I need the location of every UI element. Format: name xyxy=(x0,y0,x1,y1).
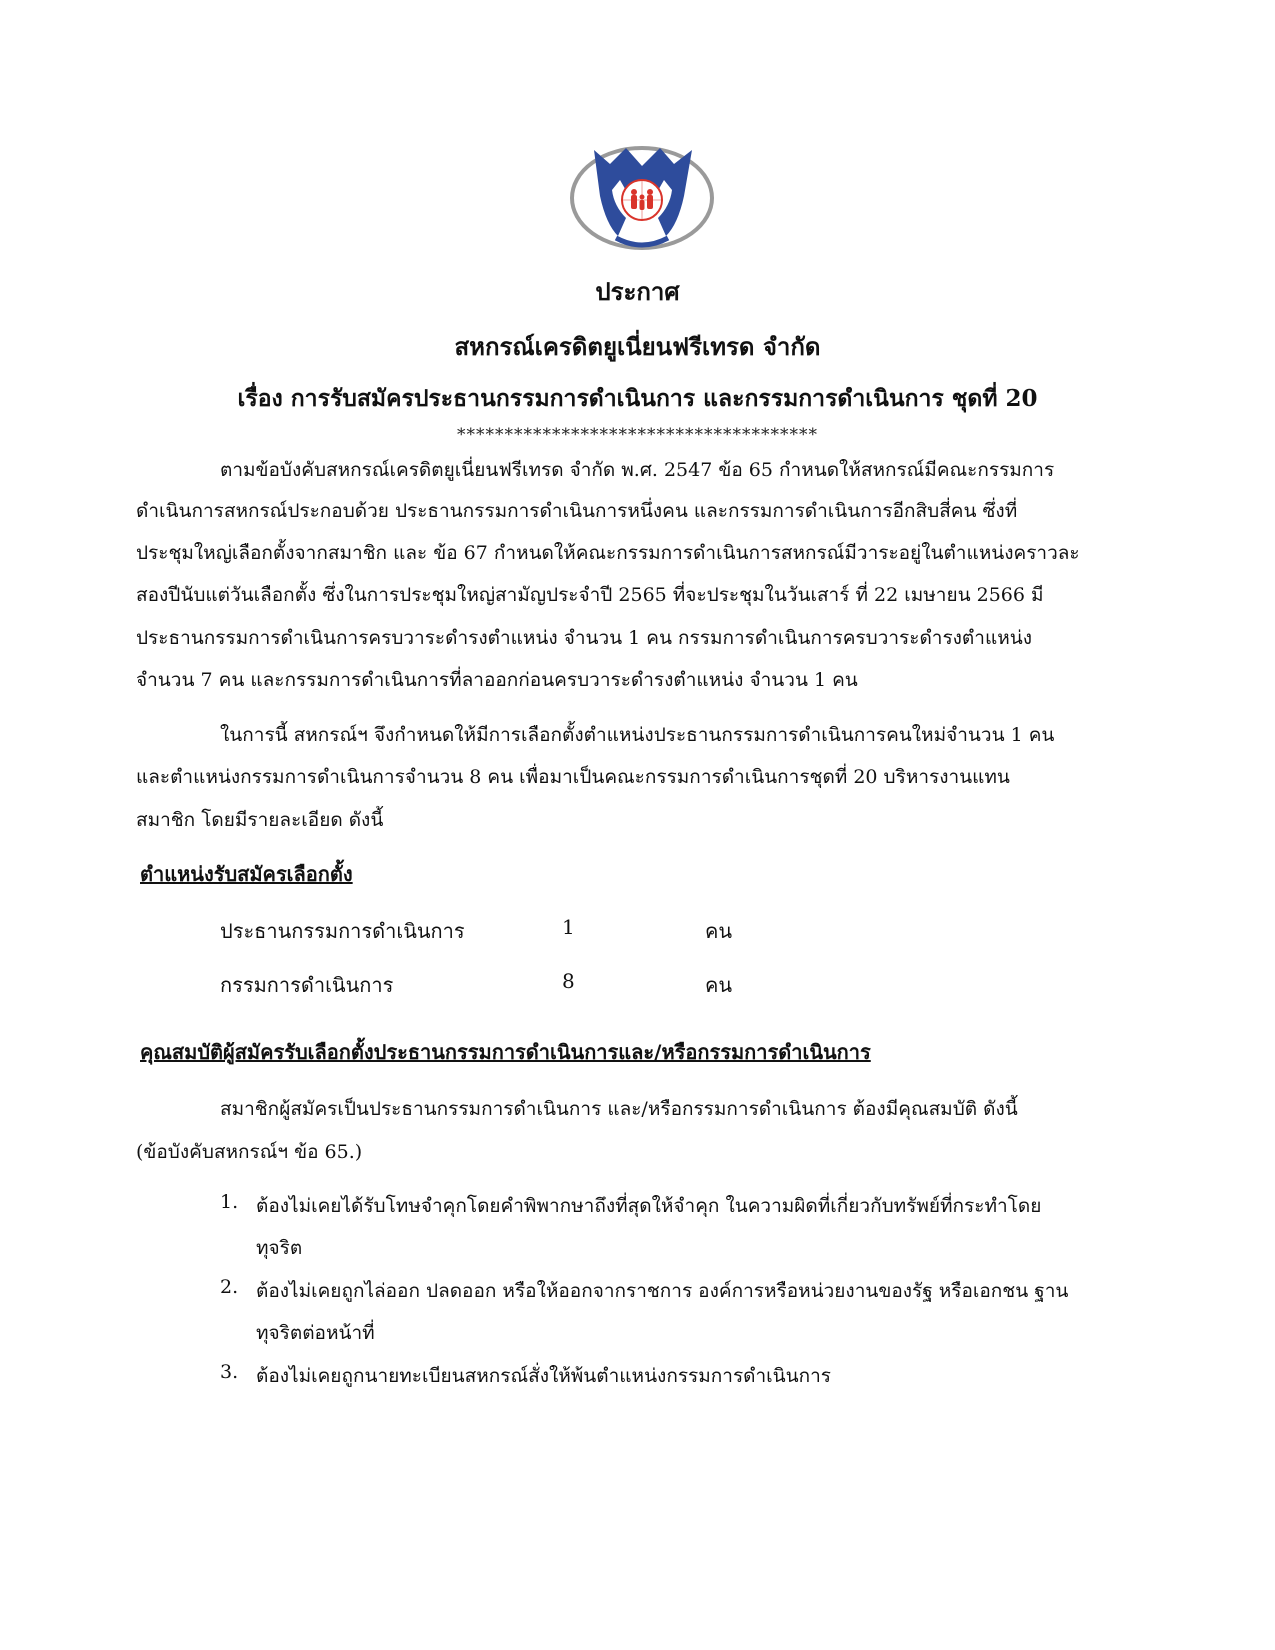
position-count: 1 xyxy=(562,915,575,939)
list-item-text: ทุจริต xyxy=(256,1237,303,1259)
para1-line: จำนวน 7 คน และกรรมการดำเนินการที่ลาออกก่อนครบวาระดำรงตำแหน่ง จำนวน 1 คน xyxy=(136,669,858,691)
separator-line: ************************************** xyxy=(457,425,818,445)
announcement-title: ประกาศ xyxy=(595,277,680,306)
para1-line: ดำเนินการสหกรณ์ประกอบด้วย ประธานกรรมการดำเนินการหนึ่งคน และกรรมการดำเนินการอีกสิบสี่คน ซึ่งที่ xyxy=(136,500,1018,522)
para1-line: ตามข้อบังคับสหกรณ์เครดิตยูเนี่ยนฟรีเทรด จำกัด พ.ศ. 2547 ข้อ 65 กำหนดให้สหกรณ์มีคณะกรรมการ xyxy=(220,459,1055,481)
announcement-subject: เรื่อง การรับสมัครประธานกรรมการดำเนินการ และกรรมการดำเนินการ ชุดที่ 20 xyxy=(237,385,1038,412)
qualifications-intro: สมาชิกผู้สมัครเป็นประธานกรรมการดำเนินการ และ/หรือกรรมการดำเนินการ ต้องมีคุณสมบัติ ดังนี้ xyxy=(220,1098,1018,1120)
para1-line: ประธานกรรมการดำเนินการครบวาระดำรงตำแหน่ง จำนวน 1 คน กรรมการดำเนินการครบวาระดำรงตำแหน่ง xyxy=(136,627,1032,649)
qualifications-heading: คุณสมบัติผู้สมัครรับเลือกตั้งประธานกรรมการดำเนินการและ/หรือกรรมการดำเนินการ xyxy=(140,1040,871,1064)
para2-line: สมาชิก โดยมีรายละเอียด ดังนี้ xyxy=(136,809,384,831)
para2-line: และตำแหน่งกรรมการดำเนินการจำนวน 8 คน เพื่อมาเป็นคณะกรรมการดำเนินการชุดที่ 20 บริหารงานแทน xyxy=(136,766,1010,788)
para1-line: ประชุมใหญ่เลือกตั้งจากสมาชิก และ ข้อ 67 กำหนดให้คณะกรรมการดำเนินการสหกรณ์มีวาระอยู่ในตำแหน่งคราวละ xyxy=(136,542,1080,564)
credit-union-logo xyxy=(570,140,718,258)
position-unit: คน xyxy=(705,973,733,997)
position-count: 8 xyxy=(562,969,575,993)
position-title: กรรมการดำเนินการ xyxy=(220,973,394,997)
qualifications-intro: (ข้อบังคับสหกรณ์ฯ ข้อ 65.) xyxy=(136,1141,363,1163)
list-item-number: 2. xyxy=(220,1276,239,1298)
para1-line: สองปีนับแต่วันเลือกตั้ง ซึ่งในการประชุมใหญ่สามัญประจำปี 2565 ที่จะประชุมในวันเสาร์ ที่ 22 เมษายน 2566 มี xyxy=(136,584,1044,606)
position-unit: คน xyxy=(705,919,733,943)
list-item-text: ต้องไม่เคยได้รับโทษจำคุกโดยคำพิพากษาถึงที่สุดให้จำคุก ในความผิดที่เกี่ยวกับทรัพย์ที่กระทำโดย xyxy=(256,1195,1042,1217)
positions-heading: ตำแหน่งรับสมัครเลือกตั้ง xyxy=(140,862,353,886)
list-item-number: 1. xyxy=(220,1191,239,1213)
list-item-text: ทุจริตต่อหน้าที่ xyxy=(256,1322,375,1344)
list-item-text: ต้องไม่เคยถูกไล่ออก ปลดออก หรือให้ออกจากราชการ องค์การหรือหน่วยงานของรัฐ หรือเอกชน ฐาน xyxy=(256,1280,1069,1302)
list-item-number: 3. xyxy=(220,1361,239,1383)
organization-name: สหกรณ์เครดิตยูเนี่ยนฟรีเทรด จำกัด xyxy=(454,332,821,361)
list-item-text: ต้องไม่เคยถูกนายทะเบียนสหกรณ์สั่งให้พ้นตำแหน่งกรรมการดำเนินการ xyxy=(256,1365,832,1387)
position-title: ประธานกรรมการดำเนินการ xyxy=(220,919,465,943)
para2-line: ในการนี้ สหกรณ์ฯ จึงกำหนดให้มีการเลือกตั้งตำแหน่งประธานกรรมการดำเนินการคนใหม่จำนวน 1 คน xyxy=(220,724,1055,746)
